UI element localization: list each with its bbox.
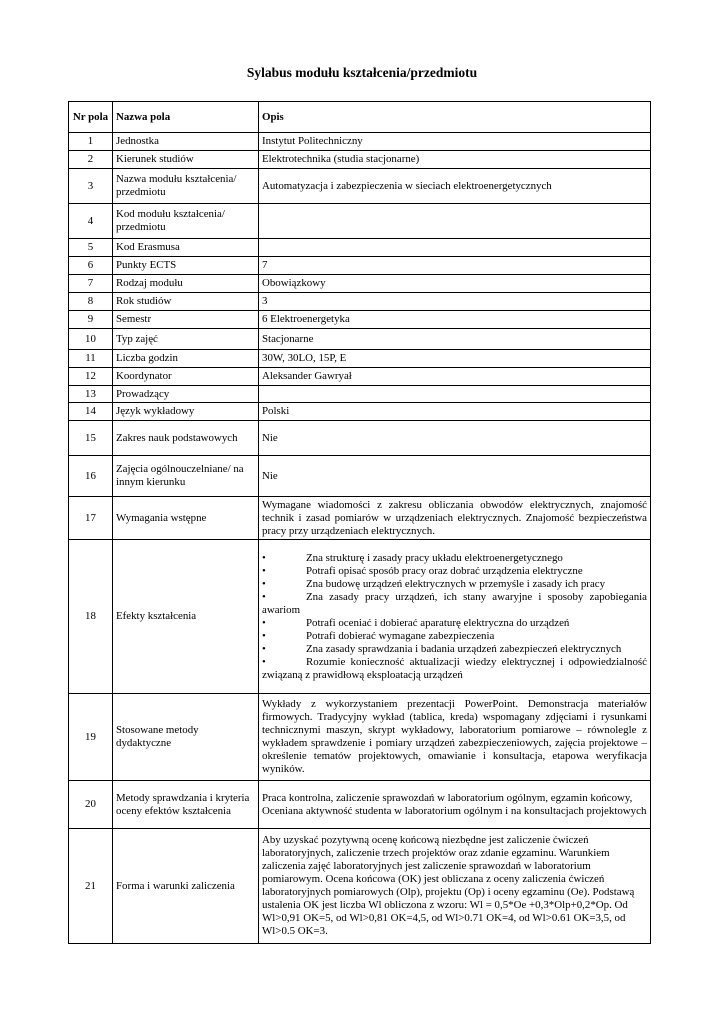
table-row bbox=[69, 829, 651, 944]
header-name: Nazwa pola bbox=[113, 102, 259, 133]
table-row bbox=[69, 293, 651, 311]
row-name: Kod Erasmusa bbox=[113, 239, 259, 257]
row-name: Semestr bbox=[113, 311, 259, 329]
row-nr: 15 bbox=[69, 421, 113, 456]
table-header-row bbox=[69, 102, 651, 133]
row-nr: 2 bbox=[69, 151, 113, 169]
row-desc: Polski bbox=[259, 403, 651, 421]
row-name: Prowadzący bbox=[113, 386, 259, 403]
row-desc: Praca kontrolna, zaliczenie sprawozdań w laboratorium ogólnym, egzamin końcowy, Oceniana aktywność studenta w laboratorium ogólnym i na konsultacjach projektowych bbox=[259, 781, 651, 829]
row-nr: 14 bbox=[69, 403, 113, 421]
row-nr: 21 bbox=[69, 829, 113, 944]
table-row bbox=[69, 386, 651, 403]
row-desc: Elektrotechnika (studia stacjonarne) bbox=[259, 151, 651, 169]
row-desc: Obowiązkowy bbox=[259, 275, 651, 293]
table-row bbox=[69, 540, 651, 694]
row-desc bbox=[259, 239, 651, 257]
row-name: Rok studiów bbox=[113, 293, 259, 311]
table-row bbox=[69, 204, 651, 239]
list-item: • Zna budowę urządzeń elektrycznych w przemyśle i zasady ich pracy bbox=[262, 577, 606, 590]
row-name: Nazwa modułu kształcenia/ przedmiotu bbox=[113, 169, 259, 204]
row-desc: Wymagane wiadomości z zakresu obliczania obwodów elektrycznych, znajomość technik i zasad pomiarów w urządzeniach elektrycznych. Znajomość bezpieczeństwa pracy przy urządzeniach elektrycznych. bbox=[259, 497, 651, 540]
list-item: • Potrafi oceniać i dobierać aparaturę elektryczna do urządzeń bbox=[262, 616, 570, 629]
row-nr: 8 bbox=[69, 293, 113, 311]
table-row bbox=[69, 368, 651, 386]
row-name: Liczba godzin bbox=[113, 350, 259, 368]
row-nr: 13 bbox=[69, 386, 113, 403]
header-desc: Opis bbox=[259, 102, 651, 133]
row-desc: Instytut Politechniczny bbox=[259, 133, 651, 151]
row-desc bbox=[259, 204, 651, 239]
row-desc: 7 bbox=[259, 257, 651, 275]
table-row bbox=[69, 403, 651, 421]
row-name: Efekty kształcenia bbox=[113, 540, 259, 694]
row-name: Język wykładowy bbox=[113, 403, 259, 421]
row-name: Wymagania wstępne bbox=[113, 497, 259, 540]
row-desc: Automatyzacja i zabezpieczenia w sieciach elektroenergetycznych bbox=[259, 169, 651, 204]
row-nr: 19 bbox=[69, 694, 113, 781]
table-row bbox=[69, 421, 651, 456]
row-nr: 10 bbox=[69, 329, 113, 350]
table-row bbox=[69, 781, 651, 829]
table-row bbox=[69, 257, 651, 275]
row-name: Koordynator bbox=[113, 368, 259, 386]
row-nr: 3 bbox=[69, 169, 113, 204]
table-row bbox=[69, 239, 651, 257]
list-item: • Zna zasady pracy urządzeń, ich stany awaryjne i sposoby zapobiegania awariom bbox=[262, 590, 647, 616]
row-desc: 3 bbox=[259, 293, 651, 311]
table-row bbox=[69, 694, 651, 781]
learning-outcomes-list bbox=[259, 540, 651, 694]
row-nr: 20 bbox=[69, 781, 113, 829]
list-item: • Zna strukturę i zasady pracy układu elektroenergetycznego bbox=[262, 551, 563, 564]
row-name: Metody sprawdzania i kryteria oceny efektów kształcenia bbox=[113, 781, 259, 829]
row-name: Punkty ECTS bbox=[113, 257, 259, 275]
row-name: Zajęcia ogólnouczelniane/ na innym kierunku bbox=[113, 456, 259, 497]
row-desc: Nie bbox=[259, 421, 651, 456]
table-row bbox=[69, 456, 651, 497]
table-row bbox=[69, 311, 651, 329]
row-nr: 6 bbox=[69, 257, 113, 275]
row-name: Forma i warunki zaliczenia bbox=[113, 829, 259, 944]
table-row bbox=[69, 169, 651, 204]
table-row bbox=[69, 133, 651, 151]
row-nr: 7 bbox=[69, 275, 113, 293]
row-desc: Wykłady z wykorzystaniem prezentacji PowerPoint. Demonstracja materiałów firmowych. Tradycyjny wykład (tablica, kreda) wspomagany zdjęciami i rysunkami technicznymi maszyn, skrypt wykładowy, laboratorium pomiarowe – równolegle z wykładem sprawdzenie i pomiary urządzeń zabezpieczeniowych, zajęcia projektowe – określenie tematów projektowych, omawianie i konsultacja, etapowa weryfikacja wyników. bbox=[259, 694, 651, 781]
list-item: • Potrafi opisać sposób pracy oraz dobrać urządzenia elektryczne bbox=[262, 564, 583, 577]
row-nr: 17 bbox=[69, 497, 113, 540]
row-name: Jednostka bbox=[113, 133, 259, 151]
row-name: Kod modułu kształcenia/ przedmiotu bbox=[113, 204, 259, 239]
row-nr: 11 bbox=[69, 350, 113, 368]
row-name: Kierunek studiów bbox=[113, 151, 259, 169]
row-nr: 9 bbox=[69, 311, 113, 329]
row-name: Rodzaj modułu bbox=[113, 275, 259, 293]
table-row bbox=[69, 329, 651, 350]
row-nr: 18 bbox=[69, 540, 113, 694]
row-desc: 6 Elektroenergetyka bbox=[259, 311, 651, 329]
row-nr: 16 bbox=[69, 456, 113, 497]
row-name: Stosowane metody dydaktyczne bbox=[113, 694, 259, 781]
row-desc bbox=[259, 386, 651, 403]
row-nr: 5 bbox=[69, 239, 113, 257]
row-name: Typ zajęć bbox=[113, 329, 259, 350]
row-name: Zakres nauk podstawowych bbox=[113, 421, 259, 456]
header-nr: Nr pola bbox=[69, 102, 113, 133]
row-nr: 1 bbox=[69, 133, 113, 151]
table-row bbox=[69, 350, 651, 368]
list-item: • Rozumie konieczność aktualizacji wiedzy elektrycznej i odpowiedzialność związaną z prawidłową eksploatacją urządzeń bbox=[262, 655, 647, 681]
table-row bbox=[69, 151, 651, 169]
row-desc: 30W, 30LO, 15P, E bbox=[259, 350, 651, 368]
row-desc: Aby uzyskać pozytywną ocenę końcową niezbędne jest zaliczenie ćwiczeń laboratoryjnych, zaliczenie trzech projektów oraz zdanie egzaminu. Warunkiem zaliczenia zajęć laboratoryjnych jest zaliczenie sprawozdań w laboratorium pomiarowym. Ocena końcowa (OK) jest obliczana z oceny zaliczenia ćwiczeń laboratoryjnych pomiarowych (Olp), projektu (Op) i oceny egzaminu (Oe). Podstawą ustalenia OK jest liczba Wl obliczona z wzoru: Wl = 0,5*Oe +0,3*Olp+0,2*Op. Od Wl>0,91 OK=5, od Wl>0,81 OK=4,5, od Wl>0.71 OK=4, od Wl>0.61 OK=3,5, od Wl>0.5 OK=3. bbox=[259, 829, 651, 944]
document-title: Sylabus modułu kształcenia/przedmiotu bbox=[246, 65, 478, 80]
row-nr: 4 bbox=[69, 204, 113, 239]
row-nr: 12 bbox=[69, 368, 113, 386]
row-desc: Aleksander Gawryał bbox=[259, 368, 651, 386]
row-desc: Stacjonarne bbox=[259, 329, 651, 350]
list-item: • Potrafi dobierać wymagane zabezpieczenia bbox=[262, 629, 495, 642]
row-desc: Nie bbox=[259, 456, 651, 497]
table-row bbox=[69, 275, 651, 293]
table-row bbox=[69, 497, 651, 540]
syllabus-table bbox=[68, 101, 651, 944]
list-item: • Zna zasady sprawdzania i badania urządzeń zabezpieczeń elektrycznych bbox=[262, 642, 622, 655]
